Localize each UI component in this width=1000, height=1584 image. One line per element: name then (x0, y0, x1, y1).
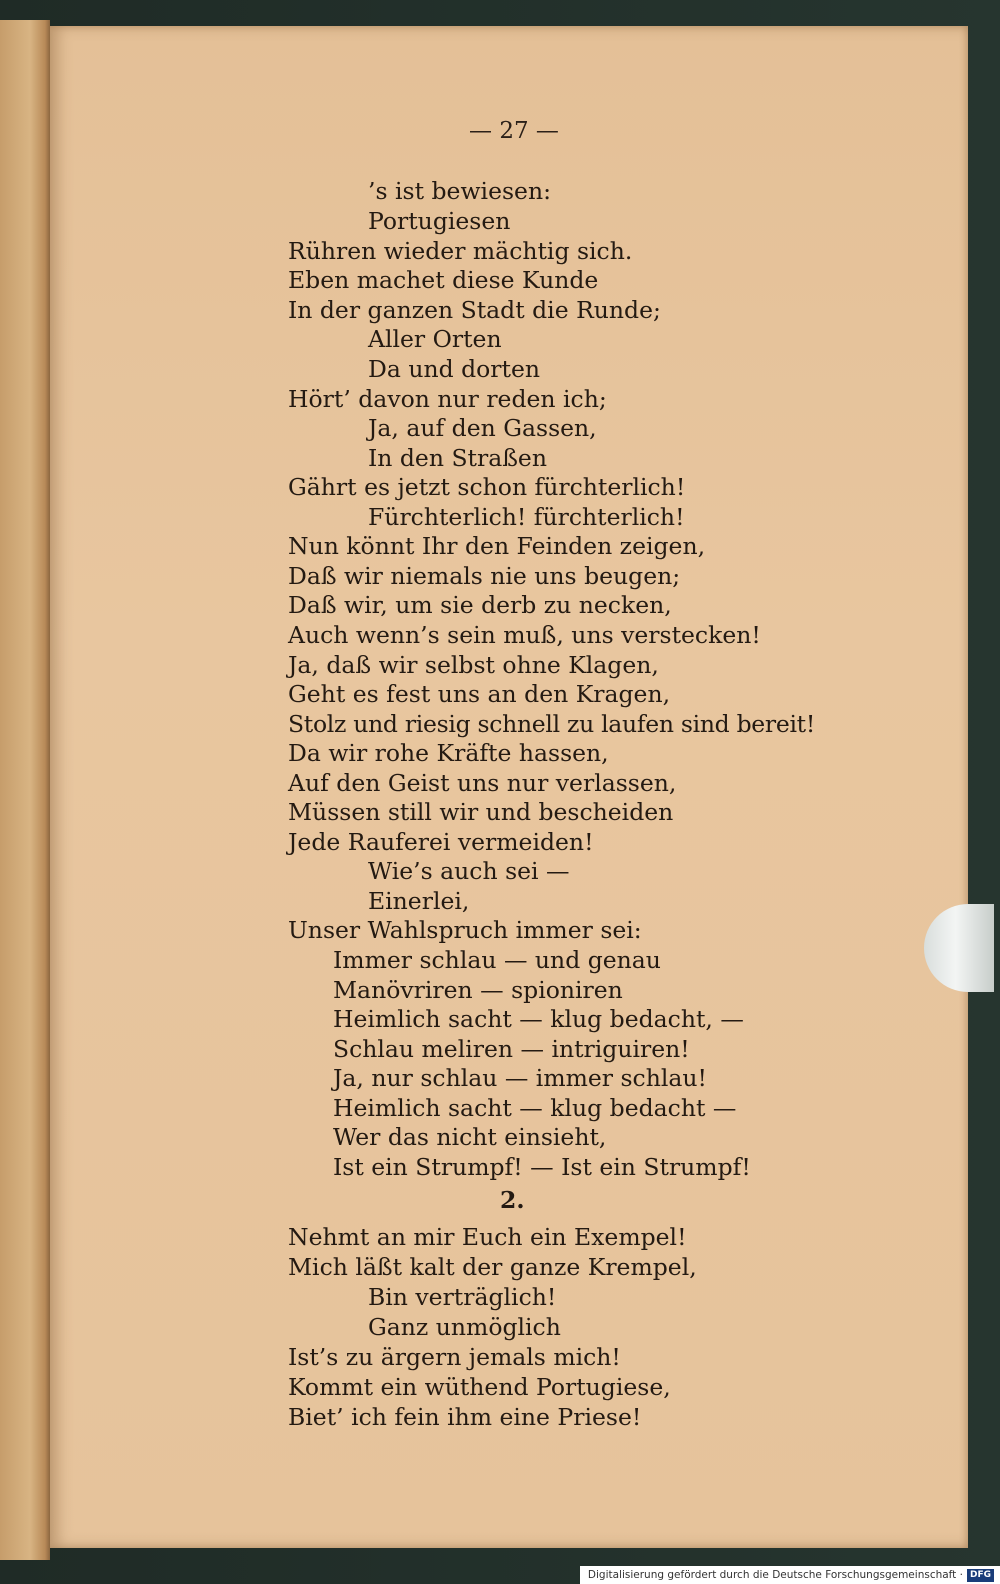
poem-line: Rühren wieder mächtig sich. (288, 237, 633, 265)
poem-line: Müssen still wir und bescheiden (288, 798, 674, 826)
poem-line: Bin verträglich! (368, 1283, 557, 1311)
poem-line: Nehmt an mir Euch ein Exempel! (288, 1223, 687, 1251)
poem-line: Ist ein Strumpf! — Ist ein Strumpf! (333, 1153, 751, 1181)
poem-line: Daß wir niemals nie uns beugen; (288, 562, 681, 590)
poem-line: Hört’ davon nur reden ich; (288, 385, 607, 413)
poem-line: Ganz unmöglich (368, 1313, 561, 1341)
poem-line: Einerlei, (368, 887, 470, 915)
poem-line: Manövriren — spioniren (333, 976, 623, 1004)
poem-line: Stolz und riesig schnell zu laufen sind bereit! (288, 710, 815, 738)
poem-line: Mich läßt kalt der ganze Krempel, (288, 1253, 697, 1281)
poem-line: Unser Wahlspruch immer sei: (288, 916, 642, 944)
footer-text: Digitalisierung gefördert durch die Deutsche Forschungsgemeinschaft · (587, 1569, 963, 1581)
poem-line: ’s ist bewiesen: (368, 177, 551, 205)
poem-line: Heimlich sacht — klug bedacht, — (333, 1005, 744, 1033)
poem-line: Da und dorten (368, 355, 541, 383)
poem-line: Ist’s zu ärgern jemals mich! (288, 1343, 621, 1371)
poem-line: Eben machet diese Kunde (288, 266, 599, 294)
digitization-footer (580, 1566, 1000, 1584)
poem-line: Da wir rohe Kräfte hassen, (288, 739, 609, 767)
poem-line: Ja, auf den Gassen, (368, 414, 597, 442)
poem-line: Ja, daß wir selbst ohne Klagen, (288, 651, 659, 679)
poem-line: In den Straßen (368, 444, 547, 472)
poem-line: Ja, nur schlau — immer schlau! (333, 1064, 707, 1092)
poem-line: Wie’s auch sei — (368, 857, 570, 885)
poem-line: Heimlich sacht — klug bedacht — (333, 1094, 737, 1122)
poem-line: Immer schlau — und genau (333, 946, 661, 974)
page-number: — 27 — (469, 118, 559, 144)
poem-line: Auf den Geist uns nur verlassen, (288, 769, 677, 797)
poem-line: Biet’ ich fein ihm eine Priese! (288, 1403, 642, 1431)
poem-line: Geht es fest uns an den Kragen, (288, 680, 671, 708)
poem-line: Fürchterlich! fürchterlich! (368, 503, 685, 531)
poem-line: Auch wenn’s sein muß, uns verstecken! (288, 621, 761, 649)
poem-line: Daß wir, um sie derb zu necken, (288, 591, 672, 619)
poem-line: Portugiesen (368, 207, 511, 235)
poem-line: Aller Orten (368, 325, 502, 353)
poem-line: Wer das nicht einsieht, (333, 1123, 607, 1151)
dfg-logo: DFG (967, 1569, 994, 1582)
section-number: 2. (500, 1186, 525, 1214)
poem-line: Jede Rauferei vermeiden! (288, 828, 594, 856)
poem-line: Schlau meliren — intriguiren! (333, 1035, 690, 1063)
poem-line: In der ganzen Stadt die Runde; (288, 296, 661, 324)
poem-line: Gährt es jetzt schon fürchterlich! (288, 473, 686, 501)
poem-line: Kommt ein wüthend Portugiese, (288, 1373, 671, 1401)
poem-line: Nun könnt Ihr den Feinden zeigen, (288, 532, 706, 560)
